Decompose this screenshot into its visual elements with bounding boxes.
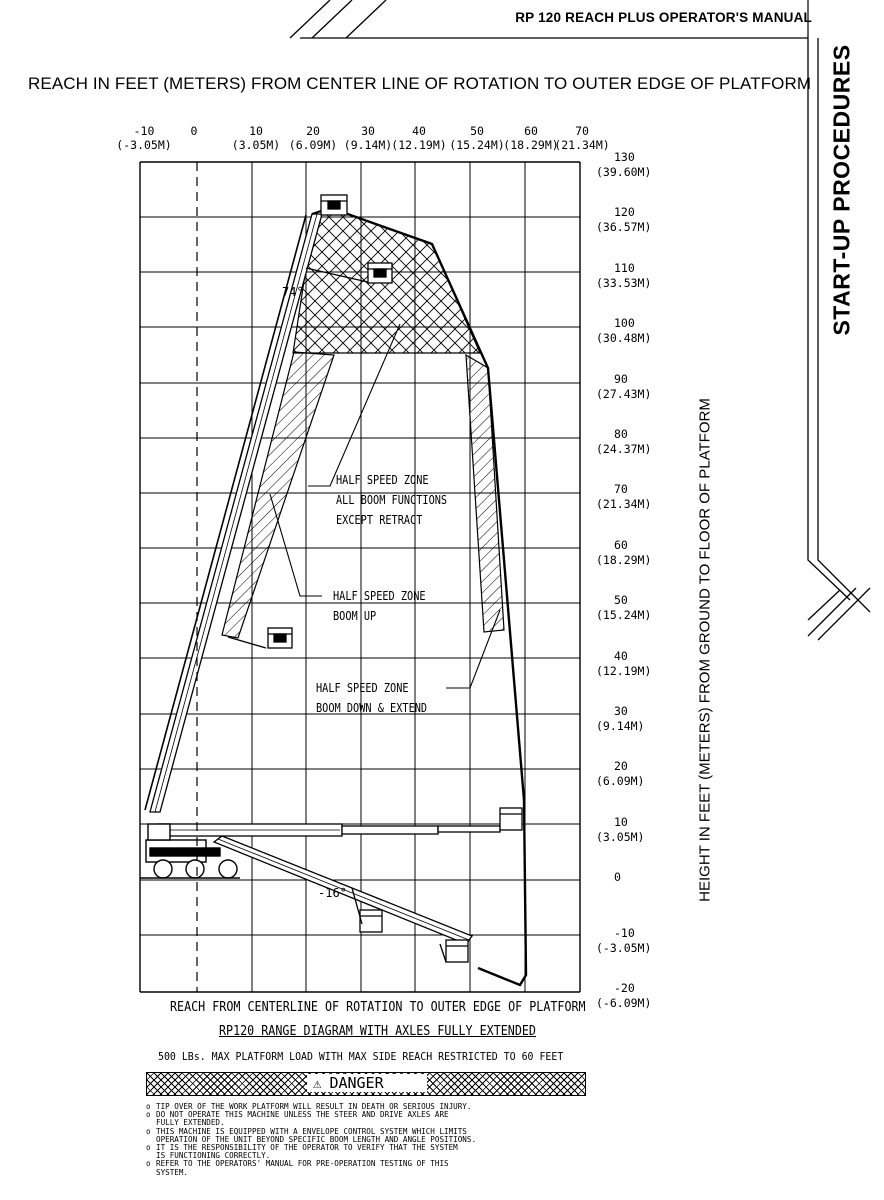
- y-tick-meters: (33.53M): [596, 275, 652, 290]
- load-note: 500 LBs. MAX PLATFORM LOAD WITH MAX SIDE REACH RESTRICTED TO 60 FEET: [158, 1050, 564, 1063]
- danger-label-text: DANGER: [329, 1074, 384, 1092]
- warning-item: [146, 1144, 596, 1160]
- warning-text: TIP OVER OF THE WORK PLATFORM WILL RESULT IN DEATH OR SERIOUS INJURY.: [156, 1102, 472, 1111]
- bullet: o: [146, 1102, 151, 1111]
- y-tick-label: [596, 649, 651, 679]
- x-tick-label: [116, 124, 171, 152]
- y-tick-feet: 90: [614, 371, 628, 386]
- x-tick-feet: 20: [306, 124, 320, 138]
- y-tick-feet: -20: [614, 981, 635, 995]
- y-tick-meters: (36.57M): [596, 220, 652, 235]
- x-tick-feet: 70: [575, 124, 589, 138]
- x-tick-meters: (18.29M): [503, 138, 559, 152]
- x-tick-feet: 10: [249, 124, 263, 138]
- y-tick-label: [596, 815, 644, 845]
- zone-boom-up-label: [333, 586, 426, 626]
- y-tick-feet: 130: [614, 150, 635, 164]
- y-tick-meters: (15.24M): [596, 608, 652, 623]
- y-tick-meters: (39.60M): [596, 165, 652, 179]
- x-axis-title: REACH FROM CENTERLINE OF ROTATION TO OUTER EDGE OF PLATFORM: [170, 1000, 586, 1015]
- y-tick-label: [596, 870, 621, 885]
- y-axis-title-text: HEIGHT IN FEET (METERS) FROM GROUND TO FLOOR OF PLATFORM: [696, 398, 714, 902]
- y-tick-meters: (30.48M): [596, 331, 652, 346]
- x-tick-meters: (9.14M): [343, 138, 393, 152]
- warning-item: [146, 1160, 596, 1176]
- y-tick-label: [596, 759, 644, 789]
- x-tick-meters: (6.09M): [288, 138, 338, 152]
- y-tick-feet: 60: [614, 537, 628, 552]
- warning-text: DO NOT OPERATE THIS MACHINE UNLESS THE STEER AND DRIVE AXLES ARE FULLY EXTENDED.: [156, 1110, 449, 1128]
- y-tick-meters: (-6.09M): [596, 996, 652, 1010]
- bullet: o: [146, 1143, 151, 1153]
- y-tick-meters: (18.29M): [596, 552, 652, 567]
- y-tick-feet: 0: [614, 870, 621, 885]
- y-tick-feet: 20: [614, 759, 628, 774]
- y-tick-label: [596, 704, 644, 734]
- y-tick-meters: (-3.05M): [596, 940, 652, 955]
- y-tick-feet: 70: [614, 482, 628, 497]
- y-tick-meters: (27.43M): [596, 386, 652, 401]
- y-axis-title: [690, 380, 720, 920]
- danger-warnings: [146, 1103, 596, 1177]
- x-tick-feet: 50: [470, 124, 484, 138]
- x-tick-label: [232, 124, 280, 152]
- y-tick-meters: (3.05M): [596, 829, 645, 844]
- section-tab-text: START-UP PROCEDURES: [828, 44, 855, 336]
- x-tick-meters: (12.19M): [391, 138, 447, 152]
- warning-item: [146, 1128, 596, 1144]
- y-tick-feet: 40: [614, 648, 628, 663]
- y-tick-label: [596, 427, 651, 457]
- section-tab-label: [822, 40, 862, 340]
- bullet: o: [146, 1126, 151, 1136]
- zone-label-line: BOOM UP: [333, 608, 377, 623]
- y-tick-feet: 50: [614, 593, 628, 608]
- y-tick-label: [596, 150, 651, 180]
- y-tick-meters: (24.37M): [596, 442, 652, 456]
- y-tick-feet: 10: [614, 814, 628, 829]
- y-tick-label: [596, 316, 651, 346]
- x-tick-label: [344, 124, 392, 152]
- x-tick-feet: 30: [361, 124, 375, 138]
- y-tick-feet: 30: [614, 704, 628, 718]
- y-tick-label: [596, 205, 651, 235]
- x-tick-feet: 0: [190, 124, 198, 138]
- danger-label: [307, 1074, 427, 1092]
- y-tick-label: [596, 372, 651, 402]
- zone-boom-down-label: [316, 678, 427, 718]
- diagram-heading: REACH IN FEET (METERS) FROM CENTER LINE OF ROTATION TO OUTER EDGE OF PLATFORM: [28, 74, 812, 93]
- y-tick-meters: (21.34M): [596, 497, 652, 512]
- min-angle-label: -16°: [318, 886, 347, 900]
- warning-text: IT IS THE RESPONSIBILITY OF THE OPERATOR TO VERIFY THAT THE SYSTEM IS FUNCTIONING CORRECTLY.: [156, 1143, 458, 1161]
- danger-banner: [146, 1072, 586, 1096]
- zone-label-line: ALL BOOM FUNCTIONS: [336, 492, 448, 507]
- y-tick-meters: (6.09M): [596, 774, 645, 789]
- y-tick-feet: 110: [614, 260, 635, 275]
- y-tick-label: [596, 261, 651, 291]
- y-tick-feet: 80: [614, 427, 628, 441]
- bullet: o: [146, 1110, 151, 1120]
- y-tick-meters: (9.14M): [596, 719, 645, 733]
- x-tick-label: [449, 124, 504, 152]
- x-tick-meters: (15.24M): [449, 138, 505, 152]
- x-tick-meters: (21.34M): [554, 138, 610, 152]
- y-tick-meters: (12.19M): [596, 663, 652, 678]
- bullet: o: [146, 1159, 151, 1169]
- zone-label-line: HALF SPEED ZONE: [316, 680, 409, 695]
- warning-triangle-icon: ⚠: [313, 1076, 322, 1092]
- x-tick-meters: (-3.05M): [116, 138, 172, 152]
- max-angle-label: 74°: [282, 285, 304, 299]
- zone-all-functions-label: [336, 470, 447, 530]
- y-tick-label: [596, 926, 651, 956]
- x-tick-label: [289, 124, 337, 152]
- y-tick-feet: -10: [614, 925, 635, 940]
- x-tick-meters: (3.05M): [231, 138, 281, 152]
- x-tick-feet: 60: [524, 124, 538, 138]
- y-tick-label: [596, 482, 651, 512]
- x-tick-label: [191, 124, 198, 152]
- zone-label-line: BOOM DOWN & EXTEND: [316, 700, 428, 715]
- diagram-caption: RP120 RANGE DIAGRAM WITH AXLES FULLY EXTENDED: [219, 1024, 536, 1039]
- y-tick-label: [596, 981, 651, 1011]
- zone-label-line: HALF SPEED ZONE: [336, 472, 429, 487]
- y-tick-label: [596, 593, 651, 623]
- warning-item: [146, 1111, 596, 1127]
- x-tick-feet: -10: [133, 124, 155, 138]
- y-tick-feet: 120: [614, 205, 635, 220]
- platform-top-icon: [321, 195, 347, 215]
- x-tick-feet: 40: [412, 124, 426, 138]
- manual-title: RP 120 REACH PLUS OPERATOR'S MANUAL: [515, 10, 812, 25]
- x-tick-meters: [191, 138, 198, 152]
- boom-horizontal: [158, 808, 522, 836]
- x-tick-label: [554, 124, 609, 152]
- warning-text: REFER TO THE OPERATORS' MANUAL FOR PRE-OPERATION TESTING OF THIS SYSTEM.: [156, 1159, 449, 1177]
- zone-label-line: EXCEPT RETRACT: [336, 512, 423, 527]
- x-tick-label: [503, 124, 558, 152]
- warning-text: THIS MACHINE IS EQUIPPED WITH A ENVELOPE CONTROL SYSTEM WHICH LIMITS OPERATION OF THE UNIT BEYOND SPECIFIC BOOM LENGTH AND ANGLE POSITIONS.: [156, 1126, 477, 1144]
- zone-label-line: HALF SPEED ZONE: [333, 588, 426, 603]
- x-tick-label: [391, 124, 446, 152]
- y-tick-label: [596, 538, 651, 568]
- y-tick-feet: 100: [614, 316, 635, 331]
